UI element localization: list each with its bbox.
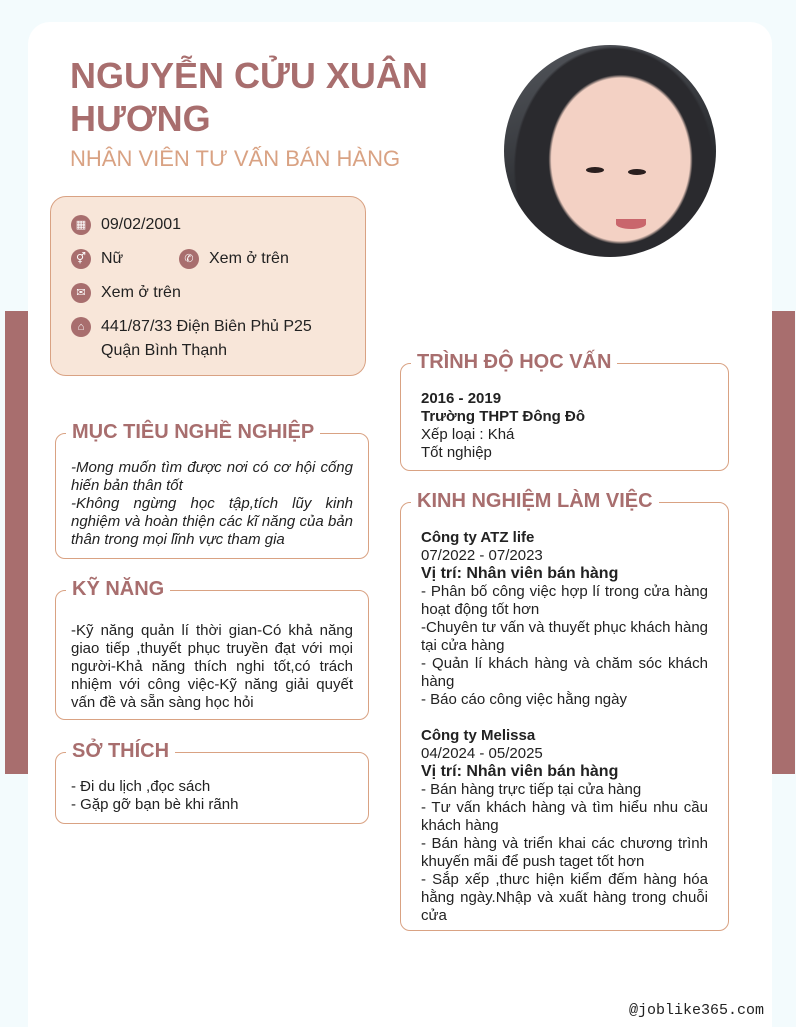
job-duty: - Bán hàng và triển khai các chương trình khuyến mãi để push taget tốt hơn: [421, 835, 708, 870]
contact-birthday: [71, 213, 181, 237]
experience-section: [400, 490, 729, 931]
gender-icon: ⚥: [71, 249, 91, 269]
address-line2: Quận Bình Thạnh: [101, 342, 228, 359]
photo-mouth: [616, 219, 646, 229]
job-spacer: [421, 709, 708, 727]
job-duty: - Sắp xếp ,thưc hiện kiểm đếm hàng hóa hằng ngày.Nhập và xuất hàng trong chuỗi cửa: [421, 871, 708, 924]
contact-email: [71, 281, 181, 305]
address-value: [101, 315, 312, 363]
job-period: 07/2022 - 07/2023: [421, 547, 543, 564]
hobbies-title: SỞ THÍCH: [66, 739, 175, 763]
education-grade: Xếp loại : Khá: [421, 426, 515, 443]
job-duty: - Bán hàng trực tiếp tại cửa hàng: [421, 781, 642, 798]
job-duty: - Phân bố công việc hợp lí trong cửa hàng hoạt động tốt hơn: [421, 583, 708, 618]
objective-section: [55, 421, 369, 559]
home-icon: ⌂: [71, 317, 91, 337]
contact-gender: [71, 247, 123, 271]
calendar-icon: ▦: [71, 215, 91, 235]
right-accent-bar: [772, 311, 795, 774]
hobby-item: - Gặp gỡ bạn bè khi rãnh: [71, 796, 239, 813]
job-title: NHÂN VIÊN TƯ VẤN BÁN HÀNG: [70, 146, 401, 171]
contact-address: [71, 315, 312, 363]
objective-title: MỤC TIÊU NGHỀ NGHIỆP: [66, 420, 320, 444]
job-company: Công ty Melissa: [421, 727, 536, 744]
education-status: Tốt nghiệp: [421, 444, 492, 461]
objective-line: -Mong muốn tìm được nơi có cơ hội cống hiến bản thân tốt: [71, 459, 353, 494]
phone-value: Xem ở trên: [209, 250, 289, 267]
phone-icon: ✆: [179, 249, 199, 269]
education-period: 2016 - 2019: [421, 390, 502, 407]
gender-value: Nữ: [101, 250, 124, 267]
contact-phone: [179, 247, 289, 271]
experience-job: [421, 727, 708, 925]
watermark: @joblike365.com: [628, 1002, 764, 1019]
left-accent-bar: [5, 311, 28, 774]
job-position: Vị trí: Nhân viên bán hàng: [421, 565, 619, 582]
job-duty: - Quản lí khách hàng và chăm sóc khách hàng: [421, 655, 708, 690]
hobbies-body: [71, 778, 353, 814]
job-duty: - Báo cáo công việc hằng ngày: [421, 691, 627, 708]
job-duty: - Tư vấn khách hàng và tìm hiểu nhu cầu khách hàng: [421, 799, 708, 834]
experience-title: KINH NGHIỆM LÀM VIỆC: [411, 489, 659, 513]
photo-eye-right: [628, 169, 646, 175]
job-duty: -Chuyên tư vấn và thuyết phục khách hàng tại cửa hàng: [421, 619, 708, 654]
profile-photo: [504, 45, 716, 257]
education-school: Trường THPT Đông Đô: [421, 408, 586, 425]
hobby-item: - Đi du lịch ,đọc sách: [71, 778, 211, 795]
job-position: Vị trí: Nhân viên bán hàng: [421, 763, 619, 780]
job-company: Công ty ATZ life: [421, 529, 535, 546]
objective-line: -Không ngừng học tập,tích lũy kinh nghiệm và hoàn thiện các kĩ năng của bản thân trong mọi lĩnh vực tham gia: [71, 495, 353, 548]
mail-icon: ✉: [71, 283, 91, 303]
skills-body: -Kỹ năng quản lí thời gian-Có khả năng giao tiếp ,thuyết phục truyền đạt với mọi người-Khả năng thích nghi tốt,có trách nhiệm với công việc-Kỹ năng giải quyết vấn đề và sẵn sàng học hỏi: [71, 622, 353, 711]
skills-section: [55, 578, 369, 720]
photo-eye-left: [586, 167, 604, 173]
experience-body: [421, 529, 708, 925]
objective-body: [71, 459, 353, 549]
hobbies-section: [55, 740, 369, 824]
job-period: 04/2024 - 05/2025: [421, 745, 543, 762]
address-line1: 441/87/33 Điện Biên Phủ P25: [101, 318, 312, 335]
birthday-value: 09/02/2001: [101, 216, 182, 233]
education-title: TRÌNH ĐỘ HỌC VẤN: [411, 350, 617, 374]
candidate-name: NGUYỄN CỬU XUÂN HƯƠNG: [70, 55, 428, 139]
email-value: Xem ở trên: [101, 284, 181, 301]
experience-job: [421, 529, 708, 709]
education-section: [400, 351, 729, 471]
education-body: [421, 390, 713, 462]
contact-box: [50, 196, 366, 376]
skills-title: KỸ NĂNG: [66, 577, 170, 601]
